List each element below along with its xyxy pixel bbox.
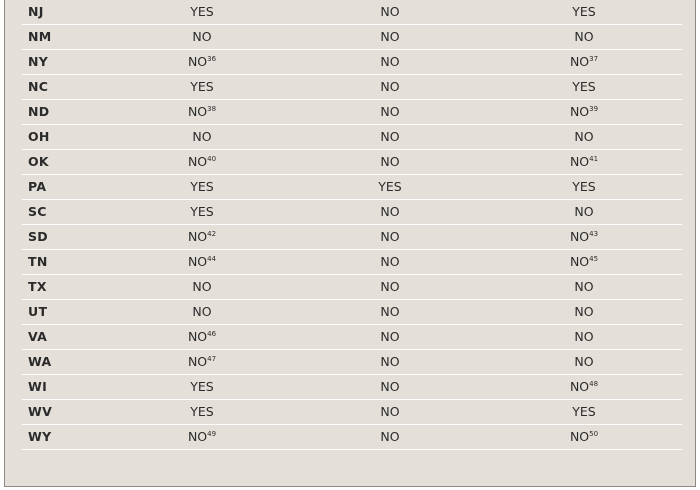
table-row (22, 175, 682, 200)
cell-value (574, 125, 593, 149)
answer-text: NO (574, 329, 594, 344)
cell-value (190, 75, 213, 99)
state-code: VA (28, 329, 48, 344)
cell-value (572, 75, 595, 99)
answer-text: NO (187, 254, 208, 269)
footnote-ref: 45 (589, 255, 599, 263)
table-row (22, 300, 682, 325)
answer-text: NO (192, 29, 212, 44)
cell-value (380, 0, 399, 24)
cell-value (380, 25, 399, 49)
answer-text: YES (190, 204, 214, 219)
answer-text: NO (187, 54, 208, 69)
footnote-ref: 37 (589, 55, 599, 63)
table-row (22, 225, 682, 250)
answer-text: NO (569, 229, 590, 244)
cell-value (188, 325, 216, 349)
cell-value (380, 150, 399, 174)
cell-value (574, 300, 593, 324)
answer-text: NO (380, 129, 400, 144)
cell-value (574, 25, 593, 49)
table-row (22, 375, 682, 400)
cell-value (572, 175, 595, 199)
cell-value (192, 125, 211, 149)
footnote-ref: 50 (589, 430, 599, 438)
answer-text: NO (380, 54, 400, 69)
cell-value (192, 300, 211, 324)
state-code: ND (28, 104, 50, 119)
cell-value (188, 425, 216, 449)
cell-value (574, 350, 593, 374)
answer-text: NO (574, 279, 594, 294)
state-code: NY (28, 54, 49, 69)
state-table (22, 0, 682, 450)
table-row (22, 25, 682, 50)
cell-value (570, 375, 598, 399)
cell-value (572, 0, 595, 24)
state-code: SD (28, 229, 48, 244)
answer-text: NO (187, 229, 208, 244)
state-code: NC (28, 79, 49, 94)
footnote-ref: 44 (207, 255, 217, 263)
cell-value (380, 50, 399, 74)
answer-text: NO (569, 379, 590, 394)
answer-text: YES (190, 379, 214, 394)
cell-value (570, 425, 598, 449)
state-code: WA (28, 354, 52, 369)
answer-text: NO (380, 304, 400, 319)
cell-value (188, 150, 216, 174)
footnote-ref: 39 (589, 105, 599, 113)
table-row (22, 100, 682, 125)
cell-value (380, 400, 399, 424)
table-row (22, 250, 682, 275)
cell-value (190, 200, 213, 224)
answer-text: YES (572, 179, 596, 194)
answer-text: NO (192, 279, 212, 294)
answer-text: NO (192, 129, 212, 144)
footnote-ref: 49 (207, 430, 217, 438)
table-row (22, 400, 682, 425)
answer-text: NO (380, 404, 400, 419)
answer-text: NO (380, 4, 400, 19)
answer-text: NO (380, 204, 400, 219)
cell-value (380, 75, 399, 99)
answer-text: NO (574, 354, 594, 369)
cell-value (380, 125, 399, 149)
answer-text: YES (378, 179, 402, 194)
footnote-ref: 40 (207, 155, 217, 163)
cell-value (190, 0, 213, 24)
cell-value (574, 200, 593, 224)
cell-value (188, 350, 216, 374)
answer-text: NO (569, 429, 590, 444)
answer-text: NO (380, 104, 400, 119)
cell-value (188, 250, 216, 274)
cell-value (380, 325, 399, 349)
cell-value (378, 175, 401, 199)
answer-text: YES (190, 79, 214, 94)
answer-text: YES (190, 404, 214, 419)
answer-text: NO (574, 304, 594, 319)
table-row (22, 150, 682, 175)
table-row (22, 0, 682, 25)
table-row (22, 50, 682, 75)
answer-text: NO (380, 429, 400, 444)
table-row (22, 425, 682, 450)
state-code: WV (28, 404, 53, 419)
state-code: WY (28, 429, 52, 444)
state-code: TN (28, 254, 48, 269)
answer-text: NO (574, 204, 594, 219)
footnote-ref: 38 (207, 105, 217, 113)
footnote-ref: 46 (207, 330, 217, 338)
cell-value (192, 25, 211, 49)
footnote-ref: 41 (589, 155, 599, 163)
cell-value (188, 225, 216, 249)
cell-value (570, 250, 598, 274)
footnote-ref: 36 (207, 55, 217, 63)
cell-value (570, 100, 598, 124)
cell-value (190, 175, 213, 199)
answer-text: NO (187, 354, 208, 369)
cell-value (380, 250, 399, 274)
cell-value (572, 400, 595, 424)
footnote-ref: 47 (207, 355, 217, 363)
footnote-ref: 42 (207, 230, 217, 238)
cell-value (570, 225, 598, 249)
table-row (22, 275, 682, 300)
answer-text: NO (380, 79, 400, 94)
answer-text: YES (190, 4, 214, 19)
answer-text: NO (574, 129, 594, 144)
answer-text: NO (380, 229, 400, 244)
answer-text: NO (380, 279, 400, 294)
answer-text: NO (380, 329, 400, 344)
answer-text: NO (569, 154, 590, 169)
state-code: TX (28, 279, 47, 294)
cell-value (380, 350, 399, 374)
table-row (22, 325, 682, 350)
answer-text: YES (572, 4, 596, 19)
answer-text: NO (569, 54, 590, 69)
table-panel (4, 0, 696, 487)
state-code: SC (28, 204, 47, 219)
cell-value (574, 275, 593, 299)
cell-value (188, 50, 216, 74)
state-code: UT (28, 304, 48, 319)
answer-text: NO (187, 104, 208, 119)
state-code: OK (28, 154, 49, 169)
cell-value (380, 375, 399, 399)
answer-text: NO (380, 154, 400, 169)
answer-text: NO (380, 379, 400, 394)
state-code: PA (28, 179, 47, 194)
state-code: NM (28, 29, 52, 44)
answer-text: YES (190, 179, 214, 194)
answer-text: YES (572, 79, 596, 94)
answer-text: NO (574, 29, 594, 44)
table-row (22, 350, 682, 375)
answer-text: YES (572, 404, 596, 419)
answer-text: NO (569, 254, 590, 269)
state-code: NJ (28, 4, 44, 19)
cell-value (380, 300, 399, 324)
answer-text: NO (187, 429, 208, 444)
cell-value (380, 225, 399, 249)
cell-value (188, 100, 216, 124)
cell-value (190, 375, 213, 399)
answer-text: NO (187, 154, 208, 169)
cell-value (380, 425, 399, 449)
answer-text: NO (569, 104, 590, 119)
answer-text: NO (187, 329, 208, 344)
footnote-ref: 43 (589, 230, 599, 238)
answer-text: NO (380, 254, 400, 269)
cell-value (574, 325, 593, 349)
cell-value (380, 100, 399, 124)
table-row (22, 125, 682, 150)
table-row (22, 200, 682, 225)
cell-value (380, 275, 399, 299)
state-code: OH (28, 129, 50, 144)
answer-text: NO (380, 354, 400, 369)
state-code: WI (28, 379, 48, 394)
cell-value (192, 275, 211, 299)
cell-value (570, 50, 598, 74)
answer-text: NO (380, 29, 400, 44)
cell-value (380, 200, 399, 224)
cell-value (190, 400, 213, 424)
answer-text: NO (192, 304, 212, 319)
table-row (22, 75, 682, 100)
footnote-ref: 48 (589, 380, 599, 388)
cell-value (570, 150, 598, 174)
